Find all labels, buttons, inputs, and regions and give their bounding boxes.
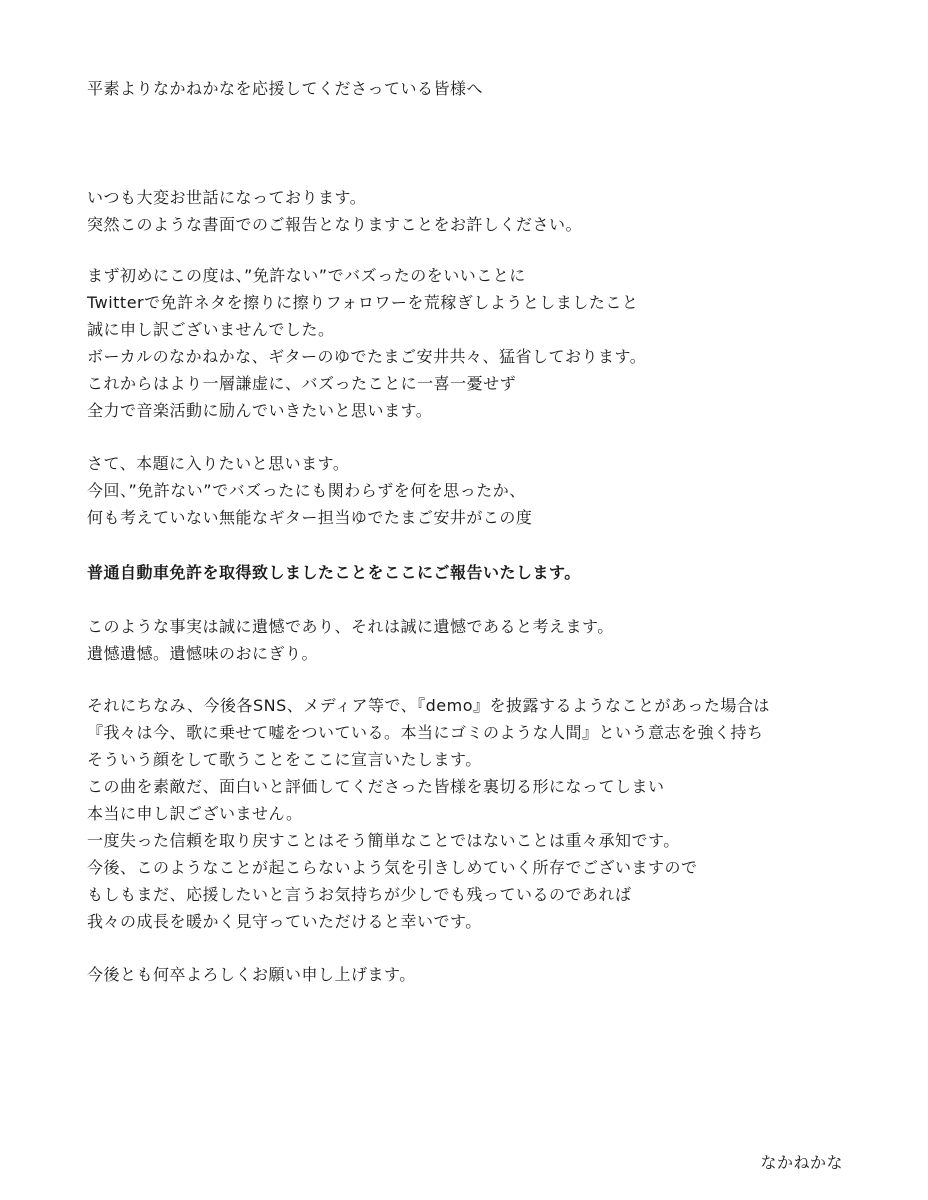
letter-line: 『我々は今、歌に乗せて嘘をついている。本当にゴミのような人間』という意志を強く持ち (87, 723, 764, 742)
letter-line: 一度失った信頼を取り戻すことはそう簡単なことではないことは重々承知です。 (87, 831, 680, 850)
letter-line: いつも大変お世話になっております。 (87, 188, 367, 207)
letter-line: 突然このような書面でのご報告となりますことをお許しください。 (87, 215, 583, 234)
letter-line: もしもまだ、応援したいと言うお気持ちが少しでも残っているのであれば (87, 885, 632, 904)
letter-line: それにちなみ、今後各SNS、メディア等で、『demo』を披露するようなことがあった場合は (87, 696, 770, 715)
letter-line: このような事実は誠に遺憾であり、それは誠に遺憾であると考えます。 (87, 617, 614, 636)
closing-line: 今後とも何卒よろしくお願い申し上げます。 (87, 965, 416, 984)
letter-line: この曲を素敵だ、面白いと評価してくださった皆様を裏切る形になってしまい (87, 777, 665, 796)
letter-line: 遺憾遺憾。遺憾味のおにぎり。 (87, 644, 319, 663)
letter-line: さて、本題に入りたいと思います。 (87, 454, 350, 473)
announcement: 普通自動車免許を取得致しましたことをここにご報告いたします。 (87, 563, 581, 582)
salutation: 平素よりなかねかなを応援してくださっている皆様へ (87, 79, 484, 98)
letter-line: これからはより一層謙虚に、バズったことに一喜一憂せず (87, 374, 517, 393)
letter-line: ボーカルのなかねかな、ギターのゆでたまご安井共々、猛省しております。 (87, 347, 647, 366)
letter-line: 何も考えていない無能なギター担当ゆでたまご安井がこの度 (87, 508, 533, 527)
letter-line: Twitterで免許ネタを擦りに擦りフォロワーを荒稼ぎしようとしましたこと (87, 293, 639, 312)
letter-line: 誠に申し訳ございませんでした。 (87, 320, 335, 339)
letter-line: 全力で音楽活動に励んでいきたいと思います。 (87, 401, 433, 420)
letter-line: 我々の成長を暖かく見守っていただけると幸いです。 (87, 912, 482, 931)
letter-line: 今回、”免許ない”でバズったにも関わらずを何を思ったか、 (87, 481, 526, 500)
letter-line: 本当に申し訳ございません。 (87, 804, 303, 823)
letter-line: そういう顔をして歌うことをここに宣言いたします。 (87, 750, 482, 769)
letter-line: まず初めにこの度は、”免許ない”でバズったのをいいことに (87, 266, 526, 285)
letter-line: 今後、このようなことが起こらないよう気を引きしめていく所存でございますので (87, 858, 698, 877)
signature: なかねかな (760, 1153, 843, 1172)
